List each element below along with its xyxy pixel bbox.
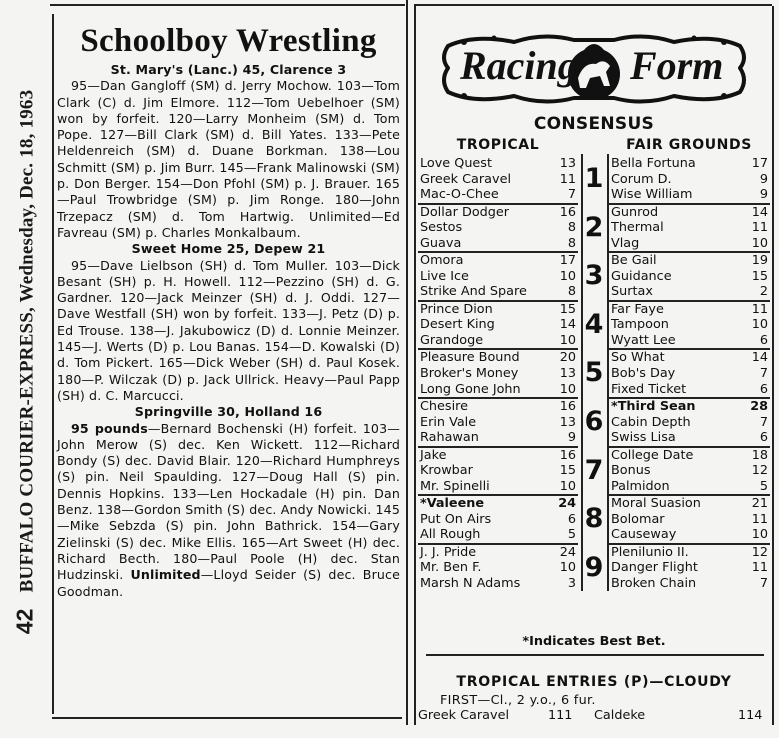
consensus-points: 10 (751, 235, 768, 251)
pick-row (420, 527, 576, 543)
race-row (418, 205, 770, 253)
consensus-points: 10 (559, 332, 576, 348)
consensus-points: 13 (559, 414, 576, 430)
horse-name: Causeway (611, 527, 677, 543)
horse-name: J. J. Pride (420, 544, 477, 560)
pick-row (420, 220, 576, 236)
horse-name: Be Gail (611, 253, 657, 269)
entry-weight: 111 (548, 708, 573, 723)
race-number: 5 (584, 357, 604, 389)
pick-row (611, 253, 768, 269)
pick-row (611, 236, 768, 252)
consensus-title: CONSENSUS (533, 114, 655, 134)
entry-horse: Caldeke (594, 708, 646, 723)
match-results (57, 421, 400, 600)
dateline-text: BUFFALO COURIER-EXPRESS, Wednesday, Dec. 18, 1963 (16, 89, 38, 593)
racing-form-box (418, 22, 770, 738)
race-number: 1 (584, 163, 604, 194)
race-row (418, 399, 770, 447)
race-number: 8 (584, 503, 604, 535)
race-row (418, 350, 770, 398)
consensus-points: 5 (759, 478, 768, 494)
consensus-points: 8 (567, 284, 576, 300)
best-bet-footnote: *Indicates Best Bet. (522, 634, 666, 649)
horse-name: Chesire (420, 399, 468, 414)
pick-row (611, 333, 768, 349)
consensus-points: 10 (751, 527, 768, 543)
weight-class-label: Unlimited (130, 567, 201, 583)
race-row (418, 302, 770, 350)
weight-class-label: 95 pounds (71, 420, 148, 436)
consensus-points: 5 (567, 527, 576, 543)
pick-row (611, 366, 768, 382)
dateline (12, 90, 39, 635)
pick-row (611, 512, 768, 528)
race-number: 6 (584, 406, 604, 437)
horse-name: All Rough (420, 527, 481, 543)
consensus-points: 6 (759, 381, 768, 397)
column-rule (607, 203, 609, 252)
race-number: 4 (584, 308, 604, 340)
horse-name: Greek Caravel (420, 171, 512, 187)
column-rule (607, 494, 609, 543)
pick-row (420, 317, 576, 333)
horse-name: Guava (420, 235, 462, 251)
horse-name: Long Gone John (420, 381, 521, 397)
consensus-points: 20 (559, 350, 576, 366)
horse-name: Prince Dion (420, 301, 493, 317)
pick-row (420, 236, 576, 252)
pick-row (611, 448, 768, 464)
consensus-points: 10 (559, 268, 576, 284)
race-row (418, 496, 770, 544)
race-number: 9 (584, 551, 604, 583)
top-rule-right (414, 4, 772, 6)
consensus-points: 13 (559, 156, 576, 171)
horse-name: Thermal (611, 220, 664, 236)
entry-weight: 114 (738, 708, 763, 723)
pick-row (420, 399, 576, 415)
consensus-points: 15 (559, 463, 576, 479)
consensus-points: 11 (751, 511, 768, 527)
horse-name: *Valeene (420, 496, 485, 512)
consensus-points: 17 (559, 253, 576, 269)
consensus-points: 16 (559, 204, 576, 220)
consensus-points: 12 (751, 544, 768, 560)
pick-row (611, 527, 768, 543)
race-row (418, 448, 770, 496)
pick-row (611, 576, 768, 592)
pick-row (611, 187, 768, 203)
pick-row (611, 545, 768, 561)
pick-row (611, 350, 768, 366)
consensus-points: 15 (751, 268, 768, 284)
consensus-points: 12 (751, 463, 768, 479)
horse-name: Wyatt Lee (611, 332, 676, 348)
bottom-rule-left (52, 717, 402, 719)
consensus-points: 16 (559, 399, 576, 414)
horse-name: Desert King (420, 317, 495, 333)
consensus-points: 6 (759, 332, 768, 348)
horse-name: Omora (420, 253, 464, 269)
racing-left-rule (414, 6, 416, 725)
results-text: —Lloyd Seider (S) dec. Bruce Goodman. (57, 567, 400, 599)
pick-row (611, 479, 768, 495)
horse-name: Plenilunio II. (611, 544, 689, 560)
pick-row (611, 496, 768, 512)
entry-horse: Greek Caravel (418, 708, 510, 723)
race-number: 2 (584, 211, 604, 243)
consensus-points: 7 (759, 414, 768, 430)
pick-row (420, 172, 576, 188)
pick-row (420, 253, 576, 269)
consensus-points: 10 (559, 478, 576, 494)
pick-row (611, 382, 768, 398)
pick-row (420, 382, 576, 398)
match-heading: St. Mary's (Lanc.) 45, Clarence 3 (110, 62, 347, 77)
consensus-points: 28 (750, 399, 768, 414)
column-rule (607, 251, 609, 300)
pick-row (420, 366, 576, 382)
track-header-tropical: TROPICAL (456, 137, 540, 153)
pick-row (611, 205, 768, 221)
horse-name: Bella Fortuna (611, 156, 696, 171)
horse-name: Cabin Depth (611, 414, 691, 430)
consensus-points: 14 (751, 204, 768, 220)
entries-divider (426, 654, 764, 656)
horse-name: Mr. Spinelli (420, 478, 490, 494)
consensus-points: 7 (567, 187, 576, 203)
consensus-points: 8 (567, 235, 576, 251)
horse-name: Pleasure Bound (420, 350, 520, 366)
column-rule (607, 543, 609, 592)
horse-name: Broken Chain (611, 575, 697, 591)
pick-row (611, 284, 768, 300)
race-row (418, 545, 770, 593)
entries-race-line: FIRST—Cl., 2 y.o., 6 fur. (440, 693, 596, 708)
horse-name: Bolomar (611, 511, 665, 527)
racing-right-rule (772, 6, 774, 725)
horse-name: Love Quest (420, 156, 492, 171)
horse-name: Gunrod (611, 204, 659, 220)
consensus-points: 6 (759, 430, 768, 446)
horse-name: Moral Suasion (611, 496, 701, 512)
consensus-points: 19 (751, 253, 768, 269)
horse-name: Tampoon (611, 317, 669, 333)
pick-row (420, 333, 576, 349)
horse-name: Far Faye (611, 301, 664, 317)
consensus-points: 10 (751, 317, 768, 333)
horse-name: Corum D. (611, 171, 672, 187)
horse-name: Krowbar (420, 463, 473, 479)
pick-row (420, 512, 576, 528)
pick-row (420, 187, 576, 203)
horse-name: Marsh N Adams (420, 575, 521, 591)
consensus-points: 6 (567, 511, 576, 527)
pick-row (420, 463, 576, 479)
racing-form-logo (434, 28, 754, 110)
pick-row (611, 430, 768, 446)
horse-name: Jake (420, 447, 447, 463)
left-column-rule (52, 14, 54, 714)
column-rule (607, 154, 609, 203)
consensus-points: 11 (751, 560, 768, 576)
column-rule (607, 348, 609, 397)
horse-name: Broker's Money (420, 365, 519, 381)
consensus-points: 9 (759, 187, 768, 203)
consensus-points: 18 (751, 447, 768, 463)
horse-name: Mr. Ben F. (420, 560, 482, 576)
race-row (418, 253, 770, 301)
horse-name: Danger Flight (611, 560, 698, 576)
column-rule (607, 397, 609, 446)
consensus-points: 2 (759, 284, 768, 300)
top-rule-left (50, 4, 405, 6)
horse-name: Palmidon (611, 478, 670, 494)
horse-name: Wise William (611, 187, 693, 203)
horse-name: Dollar Dodger (420, 204, 510, 220)
pick-row (611, 302, 768, 318)
wrestling-article (57, 22, 400, 600)
pick-row (611, 560, 768, 576)
pick-row (420, 448, 576, 464)
consensus-points: 9 (567, 430, 576, 446)
pick-row (611, 269, 768, 285)
pick-row (420, 284, 576, 300)
horse-name: Live Ice (420, 268, 469, 284)
article-headline: Schoolboy Wrestling (80, 23, 377, 59)
match-heading: Sweet Home 25, Depew 21 (131, 241, 326, 257)
pick-row (420, 156, 576, 172)
page-number: 42 (11, 608, 38, 635)
race-number: 3 (584, 260, 604, 292)
results-text: —Bernard Bochenski (H) forfeit. 103—John Merow (S) dec. Ken Wickett. 112—Richard Bondy (S) dec. David Blair. 120—Richard Humphreys (S) pin. Neil Spaulding. 127—Doug Hall (S) pin. Dennis Hopkins. 133—Len Hockadale (H) pin. Dan Benz. 138—Gordon Smith (S) dec. Andy Nowicki. 145—Mike Sebzda (S) pin. John Bathrick. 154—Gary Zielinski (S) dec. Mike Ellis. 165—Art Sweet (H) dec. Richard Becth. 180—Paul Poole (H) dec. Stan Hudzinski. (57, 420, 400, 583)
horse-name: Rahawan (420, 430, 479, 446)
pick-row (420, 350, 576, 366)
horse-name: Swiss Lisa (611, 430, 676, 446)
match-results: 95—Dave Lielbson (SH) d. Tom Muller. 103—Dick Besant (SH) p. H. Howell. 112—Pezzino (SH) d. G. Gardner. 120—Jack Meinzer (SH) d. J. Oddi. 127—Dave Westfall (SH) won by forfeit. 133—J. Petz (D) p. Ed Trouse. 138—J. Jakubowicz (D) d. Lonnie Meinzer. 145—J. Werts (D) p. Lou Banas. 154—D. Kowalski (D) d. Tom Pickert. 165—Dick Weber (SH) d. Paul Kosek. 180—P. Wilczak (D) p. Jack Ullrick. Heavy—Paul Papp (SH) d. C. Marcucci. (57, 257, 400, 403)
horse-name: Vlag (611, 235, 640, 251)
column-rule (607, 300, 609, 349)
consensus-points: 14 (559, 317, 576, 333)
pick-row (420, 545, 576, 561)
horse-name: Put On Airs (420, 511, 492, 527)
pick-row (611, 415, 768, 431)
consensus-points: 7 (759, 365, 768, 381)
consensus-points: 24 (558, 496, 576, 512)
horse-name: Fixed Ticket (611, 381, 687, 397)
consensus-points: 11 (751, 220, 768, 236)
pick-row (611, 399, 768, 415)
race-row (418, 156, 770, 204)
pick-row (420, 576, 576, 592)
pick-row (611, 220, 768, 236)
horse-name: Grandoge (420, 332, 484, 348)
pick-row (420, 302, 576, 318)
consensus-points: 17 (751, 156, 768, 171)
consensus-points: 16 (559, 447, 576, 463)
horse-name: *Third Sean (611, 399, 696, 414)
consensus-points: 11 (751, 301, 768, 317)
consensus-points: 9 (759, 171, 768, 187)
horse-name: Strike And Spare (420, 284, 527, 300)
horse-name: Sestos (420, 220, 463, 236)
horse-name: Surtax (611, 284, 653, 300)
horse-name: Erin Vale (420, 414, 477, 430)
consensus-points: 11 (559, 171, 576, 187)
column-rule (607, 446, 609, 495)
pick-row (611, 463, 768, 479)
horse-name: Bob's Day (611, 365, 676, 381)
track-header-fair-grounds: FAIR GROUNDS (626, 137, 752, 153)
pick-row (420, 479, 576, 495)
pick-row (420, 430, 576, 446)
logo-word-racing: Racing (460, 43, 578, 88)
consensus-points: 15 (559, 301, 576, 317)
horse-name: Mac-O-Chee (420, 187, 499, 203)
horse-name: Guidance (611, 268, 672, 284)
pick-row (420, 496, 576, 512)
consensus-points: 3 (567, 575, 576, 591)
consensus-points: 14 (751, 350, 768, 366)
pick-row (611, 317, 768, 333)
consensus-points: 10 (559, 560, 576, 576)
horse-name: Bonus (611, 463, 651, 479)
consensus-points: 13 (559, 365, 576, 381)
pick-row (420, 269, 576, 285)
center-rule (406, 0, 408, 725)
match-results: 95—Dan Gangloff (SM) d. Jerry Mochow. 103—Tom Clark (C) d. Jim Elmore. 112—Tom Uebelhoer (SM) won by forfeit. 120—Larry Monheim (SM) d. Tom Pope. 127—Bill Clark (SM) d. Bill Yates. 133—Pete Heldenreich (SM) d. Duane Borkman. 138—Lou Schmitt (SM) p. Jim Burr. 145—Frank Malinowski (SM) p. Don Berger. 154—Don Pfohl (SM) p. J. Brauer. 165—Paul Trowbridge (SM) p. Jim Ronge. 180—John Trzepacz (SM) d. Tom Hartwig. Unlimited—Ed Favreau (SM) p. Charles Monkalbaum. (57, 78, 400, 240)
dateline-strip (0, 0, 50, 725)
horse-name: College Date (611, 447, 694, 463)
pick-row (611, 172, 768, 188)
pick-row (611, 156, 768, 172)
consensus-points: 24 (559, 544, 576, 560)
logo-word-form: Form (630, 43, 724, 88)
pick-row (420, 415, 576, 431)
consensus-points: 10 (559, 381, 576, 397)
consensus-points: 8 (567, 220, 576, 236)
horse-name: So What (611, 350, 665, 366)
entries-title: TROPICAL ENTRIES (P)—CLOUDY (456, 674, 732, 690)
pick-row (420, 560, 576, 576)
match-heading: Springville 30, Holland 16 (134, 404, 323, 420)
race-number: 7 (584, 454, 604, 486)
consensus-points: 21 (751, 496, 768, 512)
pick-row (420, 205, 576, 221)
consensus-points: 7 (759, 575, 768, 591)
